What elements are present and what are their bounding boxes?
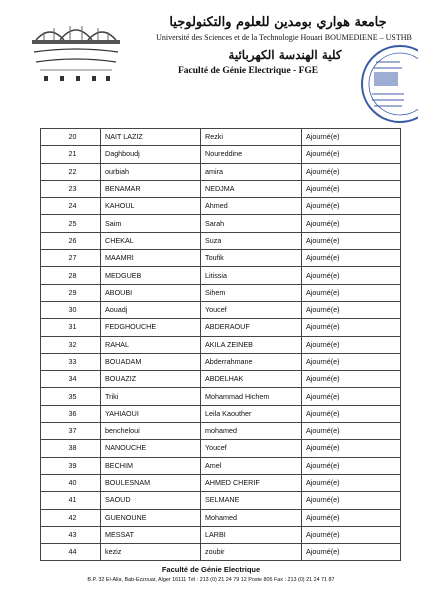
result-cell: Ajourné(e): [302, 336, 401, 353]
first-name-cell: Abderrahmane: [201, 353, 302, 370]
footer-address: B.P. 32 El-Alia, Bab-Ezzouar, Alger 16111 Tél : 213 (0) 21 24 79 12 Poste 805 Fax : 213 (0) 21 24 71 87: [87, 577, 335, 583]
row-number-cell: 33: [41, 353, 101, 370]
last-name-cell: YAHIAOUI: [101, 405, 201, 422]
first-name-cell: SELMANE: [201, 492, 302, 509]
faculty-name-arabic: كلية الهندسة الكهربائية: [228, 48, 342, 62]
table-row: [41, 163, 401, 180]
row-number-cell: 35: [41, 388, 101, 405]
first-name-cell: ABDERAOUF: [201, 319, 302, 336]
result-cell: Ajourné(e): [302, 319, 401, 336]
last-name-cell: Triki: [101, 388, 201, 405]
last-name-cell: GUENOUNE: [101, 509, 201, 526]
result-cell: Ajourné(e): [302, 492, 401, 509]
row-number-cell: 40: [41, 474, 101, 491]
first-name-cell: Amel: [201, 457, 302, 474]
table-row: [41, 474, 401, 491]
first-name-cell: Youcef: [201, 440, 302, 457]
last-name-cell: BOUADAM: [101, 353, 201, 370]
result-cell: Ajourné(e): [302, 474, 401, 491]
row-number-cell: 44: [41, 544, 101, 561]
first-name-cell: Toufik: [201, 250, 302, 267]
usthb-logo: [30, 18, 122, 86]
table-row: [41, 232, 401, 249]
row-number-cell: 25: [41, 215, 101, 232]
table-row: [41, 180, 401, 197]
row-number-cell: 29: [41, 284, 101, 301]
result-cell: Ajourné(e): [302, 198, 401, 215]
table-row: [41, 509, 401, 526]
result-cell: Ajourné(e): [302, 423, 401, 440]
table-row: [41, 423, 401, 440]
result-cell: Ajourné(e): [302, 301, 401, 318]
row-number-cell: 43: [41, 526, 101, 543]
row-number-cell: 37: [41, 423, 101, 440]
official-stamp: [360, 42, 418, 126]
last-name-cell: FEDGHOUCHE: [101, 319, 201, 336]
first-name-cell: Leila Kaouther: [201, 405, 302, 422]
last-name-cell: ABOUBI: [101, 284, 201, 301]
table-row: [41, 526, 401, 543]
row-number-cell: 27: [41, 250, 101, 267]
last-name-cell: NANOUCHE: [101, 440, 201, 457]
first-name-cell: mohamed: [201, 423, 302, 440]
result-cell: Ajourné(e): [302, 250, 401, 267]
result-cell: Ajourné(e): [302, 457, 401, 474]
table-row: [41, 440, 401, 457]
last-name-cell: Saim: [101, 215, 201, 232]
result-cell: Ajourné(e): [302, 353, 401, 370]
first-name-cell: Rezki: [201, 129, 302, 146]
first-name-cell: amira: [201, 163, 302, 180]
result-cell: Ajourné(e): [302, 405, 401, 422]
row-number-cell: 41: [41, 492, 101, 509]
table-row: [41, 492, 401, 509]
result-cell: Ajourné(e): [302, 544, 401, 561]
table-row: [41, 284, 401, 301]
last-name-cell: KAHOUL: [101, 198, 201, 215]
first-name-cell: NEDJMA: [201, 180, 302, 197]
last-name-cell: SAOUD: [101, 492, 201, 509]
last-name-cell: BENAMAR: [101, 180, 201, 197]
row-number-cell: 32: [41, 336, 101, 353]
last-name-cell: BECHIM: [101, 457, 201, 474]
university-name-arabic: جامعة هواري بومدين للعلوم والتكنولوجيا: [169, 15, 387, 30]
result-cell: Ajourné(e): [302, 232, 401, 249]
row-number-cell: 24: [41, 198, 101, 215]
result-cell: Ajourné(e): [302, 146, 401, 163]
first-name-cell: ABDELHAK: [201, 371, 302, 388]
last-name-cell: NAIT LAZIZ: [101, 129, 201, 146]
result-cell: Ajourné(e): [302, 180, 401, 197]
row-number-cell: 38: [41, 440, 101, 457]
table-row: [41, 544, 401, 561]
result-cell: Ajourné(e): [302, 129, 401, 146]
row-number-cell: 42: [41, 509, 101, 526]
result-cell: Ajourné(e): [302, 388, 401, 405]
table-row: [41, 198, 401, 215]
table-row: [41, 146, 401, 163]
last-name-cell: bencheloui: [101, 423, 201, 440]
result-cell: Ajourné(e): [302, 284, 401, 301]
row-number-cell: 21: [41, 146, 101, 163]
table-row: [41, 250, 401, 267]
last-name-cell: MESSAT: [101, 526, 201, 543]
document-header: [0, 0, 422, 92]
first-name-cell: Suza: [201, 232, 302, 249]
first-name-cell: Noureddine: [201, 146, 302, 163]
table-row: [41, 405, 401, 422]
table-row: [41, 267, 401, 284]
row-number-cell: 30: [41, 301, 101, 318]
last-name-cell: Aouadj: [101, 301, 201, 318]
first-name-cell: LARBI: [201, 526, 302, 543]
last-name-cell: ourbiah: [101, 163, 201, 180]
last-name-cell: RAHAL: [101, 336, 201, 353]
result-cell: Ajourné(e): [302, 509, 401, 526]
row-number-cell: 39: [41, 457, 101, 474]
first-name-cell: Sarah: [201, 215, 302, 232]
first-name-cell: AKILA ZEINEB: [201, 336, 302, 353]
first-name-cell: Sihem: [201, 284, 302, 301]
first-name-cell: zoubir: [201, 544, 302, 561]
first-name-cell: Ahmed: [201, 198, 302, 215]
last-name-cell: BOUAZIZ: [101, 371, 201, 388]
result-cell: Ajourné(e): [302, 215, 401, 232]
row-number-cell: 36: [41, 405, 101, 422]
result-cell: Ajourné(e): [302, 163, 401, 180]
table-row: [41, 319, 401, 336]
table-row: [41, 336, 401, 353]
last-name-cell: Daghboudj: [101, 146, 201, 163]
first-name-cell: AHMED CHERIF: [201, 474, 302, 491]
footer-title: Faculté de Génie Electrique: [161, 565, 261, 574]
faculty-name-french: Faculté de Génie Electrique - FGE: [178, 66, 319, 76]
row-number-cell: 23: [41, 180, 101, 197]
first-name-cell: Litissia: [201, 267, 302, 284]
result-cell: Ajourné(e): [302, 440, 401, 457]
table-row: [41, 371, 401, 388]
table-row: [41, 129, 401, 146]
last-name-cell: BOULESNAM: [101, 474, 201, 491]
last-name-cell: MEDGUEB: [101, 267, 201, 284]
document-footer: [0, 565, 422, 583]
row-number-cell: 34: [41, 371, 101, 388]
result-cell: Ajourné(e): [302, 526, 401, 543]
last-name-cell: CHEKAL: [101, 232, 201, 249]
result-cell: Ajourné(e): [302, 371, 401, 388]
row-number-cell: 28: [41, 267, 101, 284]
table-row: [41, 388, 401, 405]
last-name-cell: keziz: [101, 544, 201, 561]
row-number-cell: 31: [41, 319, 101, 336]
table-row: [41, 301, 401, 318]
result-cell: Ajourné(e): [302, 267, 401, 284]
last-name-cell: MAAMRI: [101, 250, 201, 267]
row-number-cell: 26: [41, 232, 101, 249]
university-name-french: Université des Sciences et de la Technologie Houari BOUMEDIENE – USTHB: [156, 33, 412, 42]
row-number-cell: 20: [41, 129, 101, 146]
first-name-cell: Mohamed: [201, 509, 302, 526]
row-number-cell: 22: [41, 163, 101, 180]
table-row: [41, 215, 401, 232]
table-row: [41, 353, 401, 370]
table-row: [41, 457, 401, 474]
results-table: [40, 128, 401, 561]
first-name-cell: Youcef: [201, 301, 302, 318]
first-name-cell: Mohammad Hichem: [201, 388, 302, 405]
